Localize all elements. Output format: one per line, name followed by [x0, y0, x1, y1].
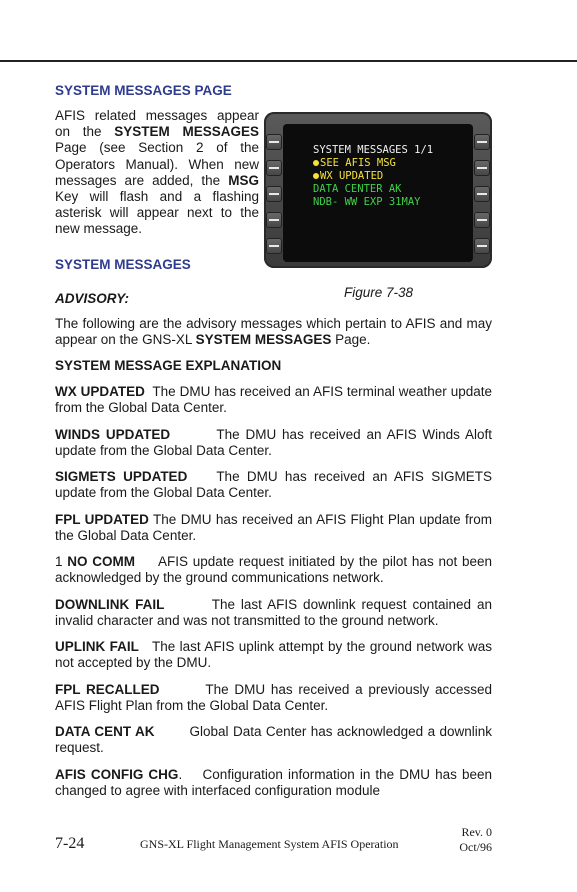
message-description: The last AFIS uplink attempt by the ground network was not accepted by the DMU. [55, 639, 496, 670]
line-select-key-left-2[interactable] [266, 160, 282, 176]
screen-line-wx-updated: WX UPDATED [320, 170, 384, 182]
figure-caption: Figure 7-38 [344, 285, 414, 300]
message-entry [55, 767, 496, 799]
flashing-asterisk-icon [313, 173, 319, 179]
message-entry [55, 427, 496, 459]
message-entry [55, 639, 496, 671]
intro-bold-1: SYSTEM MESSAGES [114, 124, 259, 140]
message-term: WX UPDATED [55, 384, 145, 399]
footer-title: GNS-XL Flight Management System AFIS Operation [140, 837, 399, 851]
message-description: The DMU has received an AFIS Flight Plan update from the Global Data Center. [55, 512, 496, 543]
message-term: NO COMM [67, 554, 136, 569]
line-select-key-left-4[interactable] [266, 212, 282, 228]
message-entry [55, 554, 496, 586]
footer-rev: Rev. 0 [461, 825, 492, 839]
line-select-key-right-5[interactable] [474, 238, 490, 254]
message-description: The DMU has received a previously accessed AFIS Flight Plan from the Global Data Center. [55, 682, 496, 713]
message-description: The DMU has received an AFIS terminal weather update from the Global Data Center. [55, 384, 496, 415]
message-term: UPLINK FAIL [55, 639, 139, 654]
flashing-asterisk-icon [313, 160, 319, 166]
message-entry [55, 724, 496, 756]
message-term: FPL RECALLED [55, 682, 160, 697]
message-entry [55, 384, 496, 416]
intro-text-3: Key will flash and a flashing asterisk will appear next to the new message. [55, 189, 259, 237]
message-description: The DMU has received an AFIS SIGMETS update from the Global Data Center. [55, 469, 496, 500]
message-entry [55, 597, 496, 629]
intro-text-1: AFIS related messages appear on the [55, 108, 259, 140]
message-term: AFIS CONFIG CHG [55, 767, 179, 782]
line-select-key-left-1[interactable] [266, 134, 282, 150]
message-term: WINDS UPDATED [55, 427, 171, 442]
intro-bold-2: MSG [228, 172, 259, 188]
message-term: DOWNLINK FAIL [55, 597, 165, 612]
advisory-paragraph [55, 316, 492, 348]
intro-paragraph [55, 108, 259, 238]
advisory-heading: ADVISORY: [55, 291, 130, 306]
line-select-key-right-4[interactable] [474, 212, 490, 228]
advisory-bold: SYSTEM MESSAGES [195, 332, 332, 347]
message-description: Global Data Center has acknowledged a downlink request. [55, 724, 496, 755]
message-description: The last AFIS downlink request contained an invalid character and was not transmitted to the ground network. [55, 597, 496, 628]
header-rule [0, 60, 577, 62]
line-select-key-right-3[interactable] [474, 186, 490, 202]
message-description: . Configuration information in the DMU has been changed to agree with interfaced configuration module [55, 767, 496, 798]
screen-line-ndb: NDB- WW EXP 31MAY [313, 196, 421, 208]
line-select-key-right-1[interactable] [474, 134, 490, 150]
advisory-text-1: The following are the advisory messages which pertain to AFIS and may appear on the GNS-XL [55, 316, 492, 347]
message-prefix: 1 [55, 554, 68, 569]
section-heading-system-messages: SYSTEM MESSAGES [55, 257, 191, 272]
advisory-text-2: Page. [331, 332, 371, 347]
screen-title: SYSTEM MESSAGES 1/1 [313, 144, 434, 156]
message-term: DATA CENT AK [55, 724, 155, 739]
screen-line-data-center: DATA CENTER AK [313, 183, 402, 195]
message-description: AFIS update request initiated by the pilot has not been acknowledged by the ground communications network. [55, 554, 496, 585]
message-term: SIGMETS UPDATED [55, 469, 188, 484]
message-entry [55, 682, 496, 714]
line-select-key-right-2[interactable] [474, 160, 490, 176]
screen-line-see-afis-msg: SEE AFIS MSG [320, 157, 396, 169]
message-entry [55, 469, 496, 501]
footer-date: Oct/96 [459, 840, 492, 854]
footer-page-number: 7-24 [55, 835, 85, 852]
section-heading-system-messages-page: SYSTEM MESSAGES PAGE [55, 83, 232, 98]
intro-text-2: Page (see Section 2 of the Operators Manual). When new messages are added, the [55, 140, 259, 188]
line-select-key-left-5[interactable] [266, 238, 282, 254]
message-term: FPL UPDATED [55, 512, 149, 527]
message-entry [55, 512, 496, 544]
footer-revision [452, 825, 492, 855]
message-description: The DMU has received an AFIS Winds Aloft update from the Global Data Center. [55, 427, 496, 458]
explanation-heading: SYSTEM MESSAGE EXPLANATION [55, 358, 282, 373]
line-select-key-left-3[interactable] [266, 186, 282, 202]
